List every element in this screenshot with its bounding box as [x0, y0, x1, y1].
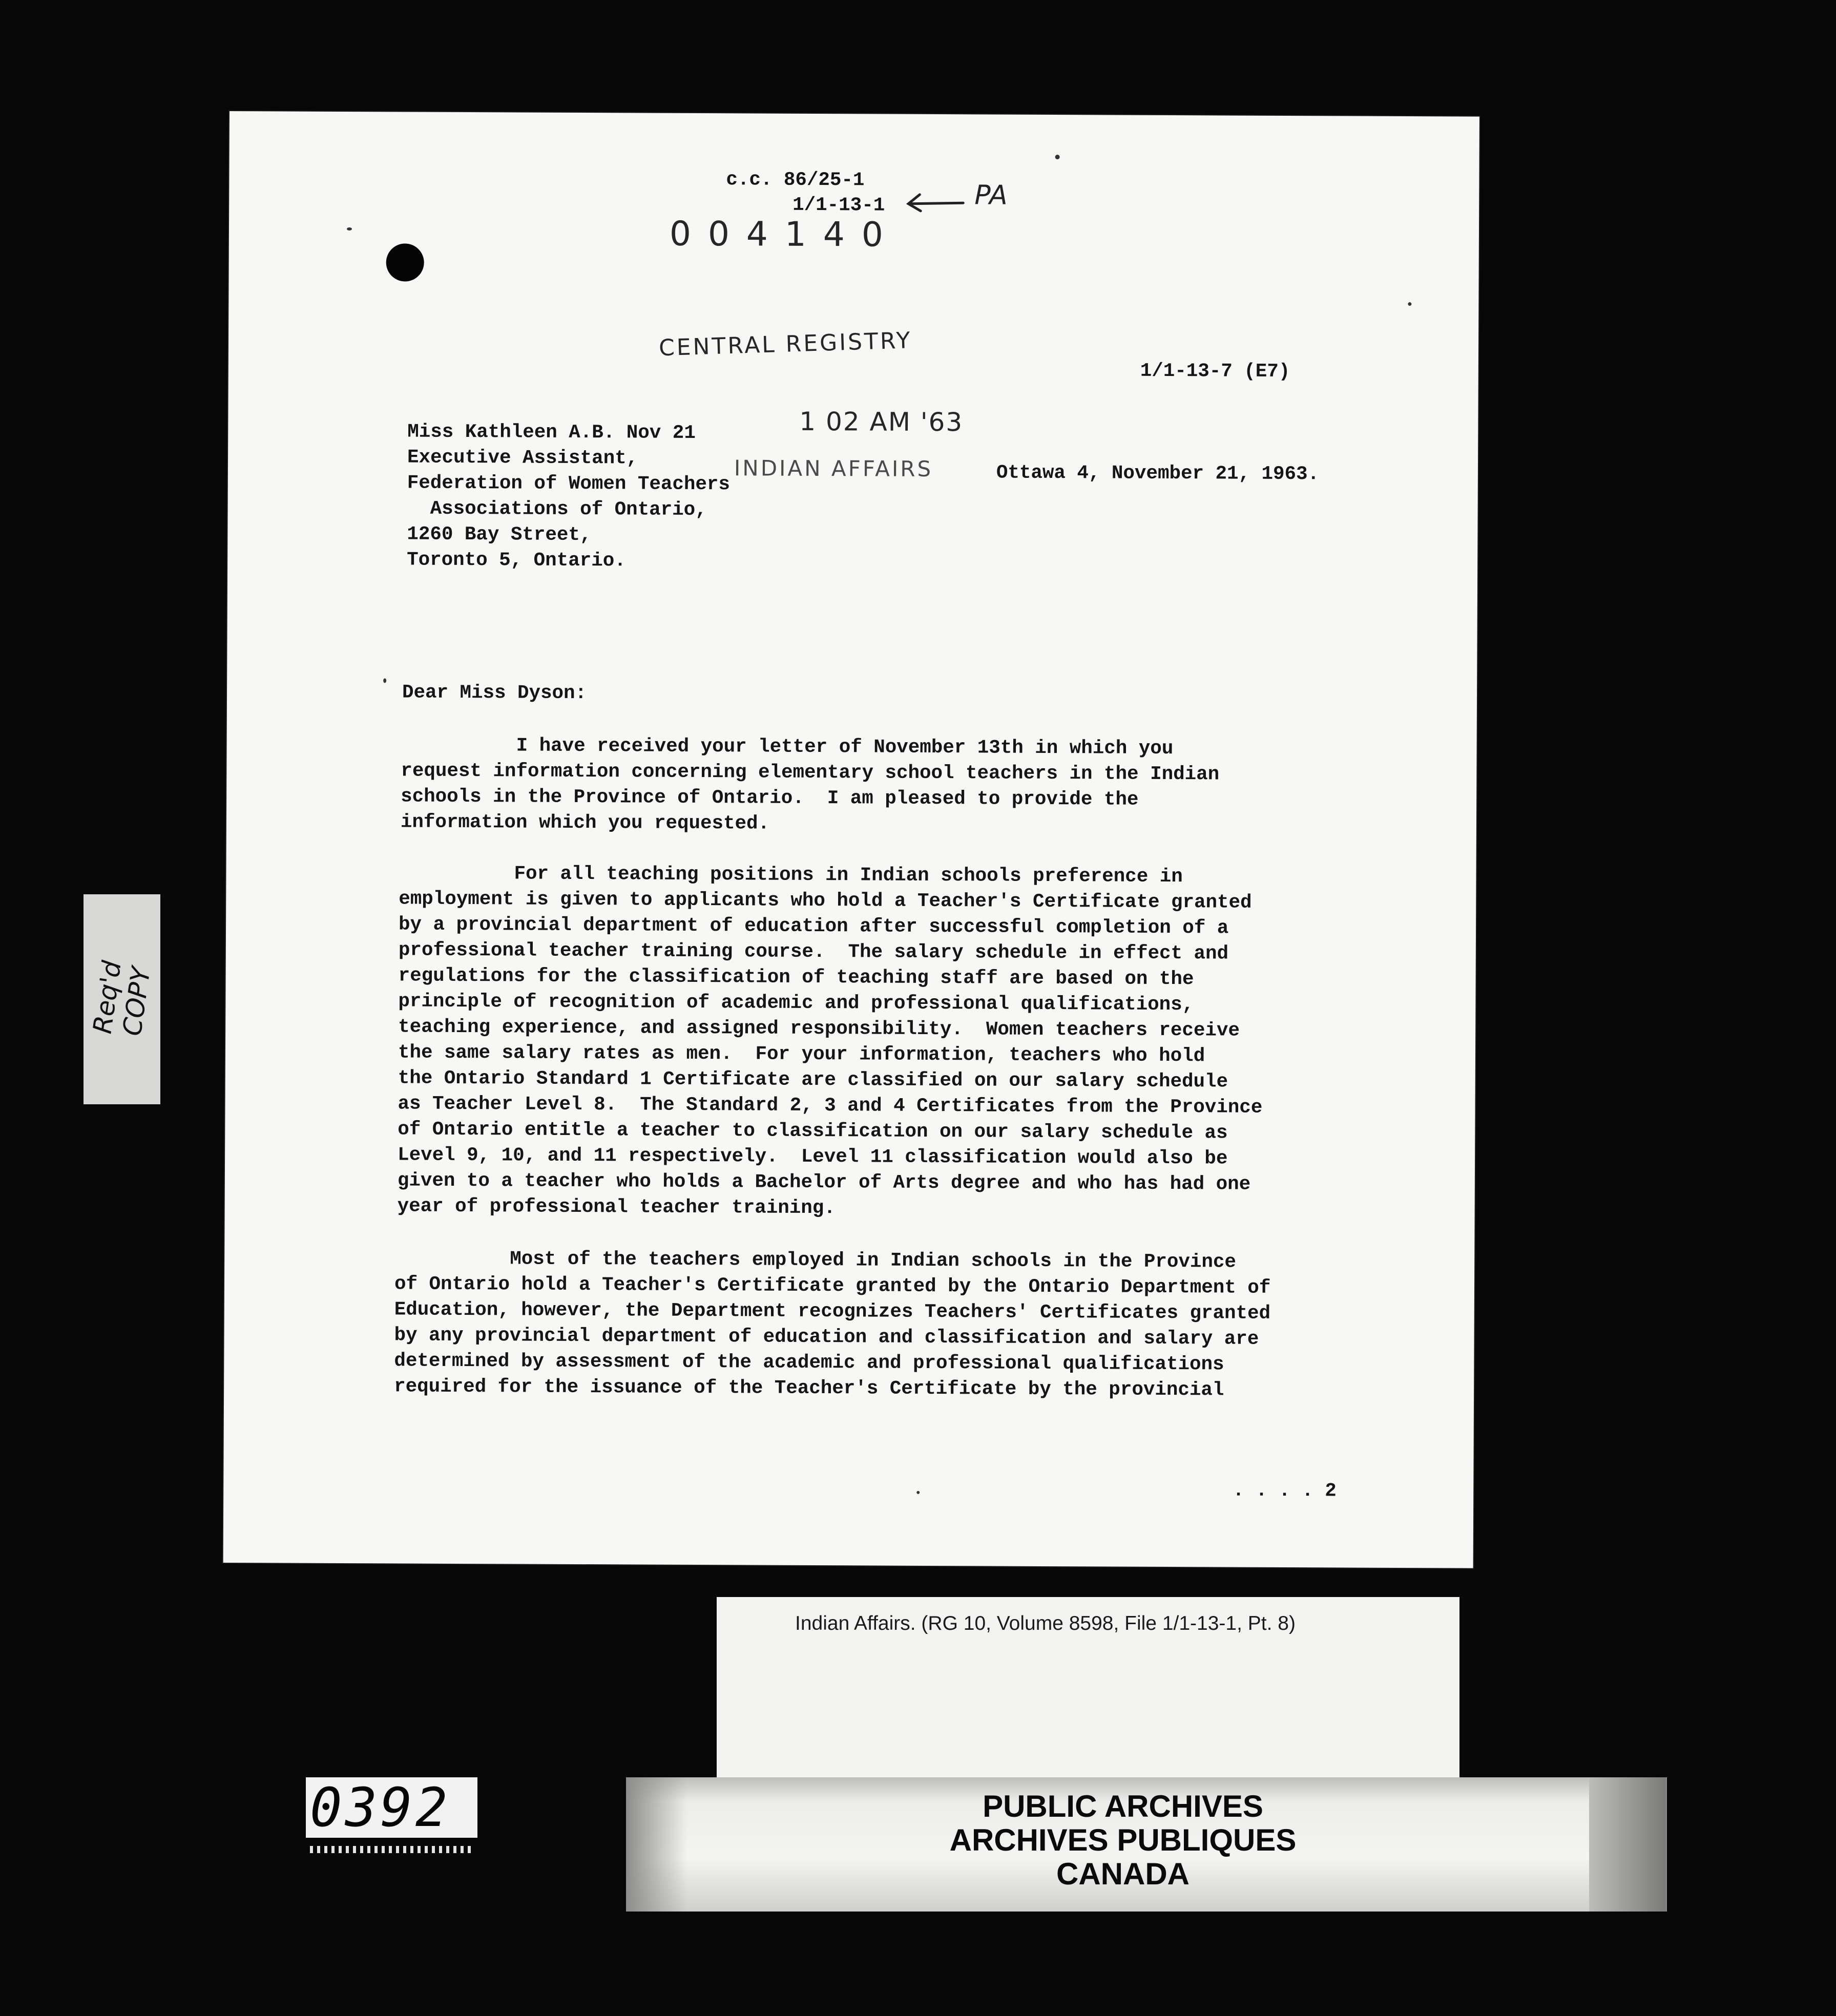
body-line: by a provincial department of education after successful completion of a	[398, 914, 1229, 939]
cc-line-1: c.c. 86/25-1	[726, 169, 865, 192]
address-line: Federation of Women Teachers	[407, 472, 731, 496]
body-line: the Ontario Standard 1 Certificate are classified on our salary schedule	[398, 1067, 1228, 1093]
side-label-line-1: Req'd	[87, 959, 127, 1036]
body-line: schools in the Province of Ontario. I am pleased to provide the	[401, 786, 1139, 811]
body-line: teaching experience, and assigned responsibility. Women teachers receive	[398, 1016, 1240, 1042]
body-line: I have received your letter of November 13th in which you	[401, 734, 1174, 760]
body-line: regulations for the classification of teaching staff are based on the	[398, 965, 1194, 991]
arrow-icon	[904, 188, 966, 215]
body-line: by any provincial department of education and classification and salary are	[394, 1325, 1259, 1350]
address-line: Associations of Ontario,	[407, 498, 707, 521]
cc-handwritten-note: PA	[974, 180, 1008, 211]
salutation: Dear Miss Dyson:	[402, 682, 587, 705]
continuation-marker: . . . . 2	[1233, 1480, 1337, 1502]
body-line: professional teacher training course. The salary schedule in effect and	[398, 939, 1229, 965]
speck	[383, 678, 386, 683]
archive-reference-card	[717, 1597, 1459, 1781]
body-line: Education, however, the Department recognizes Teachers' Certificates granted	[394, 1299, 1271, 1325]
body-line: employment is given to applicants who hold a Teacher's Certificate granted	[399, 888, 1252, 914]
body-line: request information concerning elementary school teachers in the Indian	[401, 760, 1220, 786]
speck	[347, 227, 352, 230]
banner-edge	[1589, 1777, 1666, 1912]
side-label	[84, 894, 160, 1104]
body-line: principle of recognition of academic and professional qualifications,	[398, 991, 1194, 1016]
punch-hole	[386, 243, 424, 281]
body-line: of Ontario hold a Teacher's Certificate granted by the Ontario Department of	[394, 1273, 1271, 1299]
side-label-line-2: COPY	[117, 965, 156, 1038]
frame-counter	[306, 1777, 477, 1838]
side-label-text	[88, 959, 157, 1039]
frame-number: 0392	[310, 1777, 451, 1838]
speck	[1408, 302, 1411, 306]
film-sprocket-ticks	[310, 1846, 475, 1853]
file-reference: 1/1-13-7 (E7)	[1140, 360, 1290, 383]
registry-stamp-datetime: 1 02 AM '63	[799, 406, 964, 437]
body-line: the same salary rates as men. For your information, teachers who hold	[398, 1042, 1205, 1067]
body-line: information which you requested.	[400, 811, 770, 835]
body-line: of Ontario entitle a teacher to classification on our salary schedule as	[398, 1119, 1228, 1144]
body-line: year of professional teacher training.	[397, 1195, 836, 1220]
registry-stamp-title: CENTRAL REGISTRY	[658, 327, 913, 362]
registry-stamp-dept: INDIAN AFFAIRS	[734, 455, 933, 481]
cc-line-2: 1/1-13-1	[792, 194, 885, 217]
body-line: Level 9, 10, and 11 respectively. Level 11 classification would also be	[398, 1144, 1228, 1170]
body-line: given to a teacher who holds a Bachelor of Arts degree and who has had one	[397, 1170, 1251, 1195]
body-line: required for the issuance of the Teacher's Certificate by the provincial	[394, 1376, 1224, 1401]
banner-line-3: CANADA	[1056, 1857, 1190, 1891]
body-line: determined by assessment of the academic and professional qualifications	[394, 1350, 1224, 1376]
address-line: Toronto 5, Ontario.	[407, 549, 626, 572]
address-line: 1260 Bay Street,	[407, 523, 592, 547]
banner-shadow	[626, 1777, 687, 1912]
body-line: For all teaching positions in Indian schools preference in	[399, 863, 1183, 888]
body-line: Most of the teachers employed in Indian schools in the Province	[394, 1248, 1237, 1273]
body-line: as Teacher Level 8. The Standard 2, 3 and 4 Certificates from the Province	[398, 1093, 1263, 1119]
speck	[916, 1491, 920, 1494]
address-line: Executive Assistant,	[407, 447, 638, 470]
letter-page	[223, 111, 1479, 1568]
banner-line-1: PUBLIC ARCHIVES	[983, 1789, 1263, 1823]
address-line: Miss Kathleen A.B. Nov 21	[407, 421, 696, 444]
archive-reference: Indian Affairs. (RG 10, Volume 8598, File 1/1-13-1, Pt. 8)	[795, 1612, 1296, 1634]
registry-number: 0 0 4 1 4 0	[669, 214, 886, 255]
archives-banner-text	[872, 1790, 1374, 1891]
speck	[1055, 155, 1060, 159]
banner-line-2: ARCHIVES PUBLIQUES	[949, 1823, 1297, 1857]
archives-banner	[626, 1777, 1667, 1912]
date-line: Ottawa 4, November 21, 1963.	[996, 462, 1320, 486]
